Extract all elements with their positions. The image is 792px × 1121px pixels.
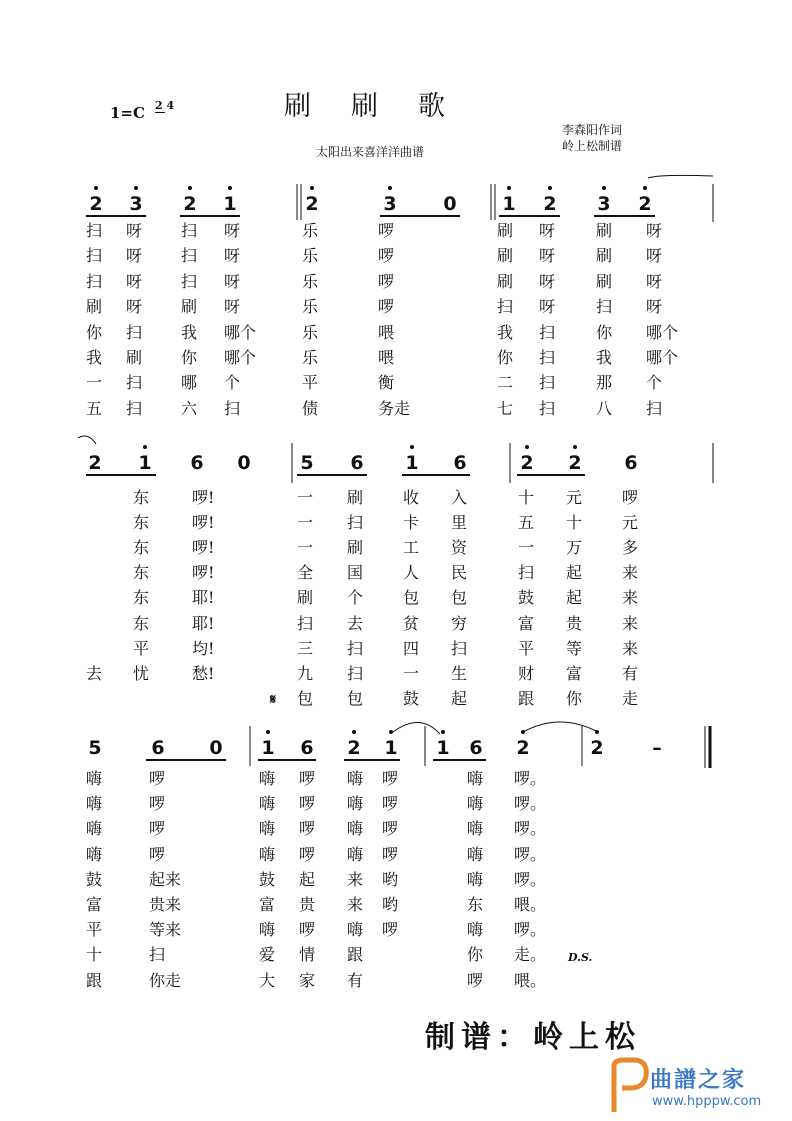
lyric-syllable: 工 xyxy=(403,538,420,557)
lyric-syllable: 来 xyxy=(622,563,639,582)
lyric-syllable: 扫 xyxy=(539,399,556,418)
lyric-syllable: 来 xyxy=(347,895,364,914)
lyric-syllable: 呀 xyxy=(539,272,556,291)
note-digit: 2 xyxy=(305,193,319,215)
lyric-syllable: 走 xyxy=(622,689,639,708)
lyric-syllable: 十 xyxy=(518,488,535,507)
lyric-syllable: 来 xyxy=(622,614,639,633)
lyric-syllable: 起 xyxy=(566,563,583,582)
lyric-syllable: 愁! xyxy=(192,664,215,683)
lyric-syllable: 嗨 xyxy=(86,845,103,864)
lyric-syllable: 嗨 xyxy=(467,845,484,864)
lyric-syllable: 来 xyxy=(622,588,639,607)
lyric-syllable: 贵 xyxy=(299,895,316,914)
lyric-syllable: 嗨 xyxy=(259,920,276,939)
lyric-syllable: 啰! xyxy=(192,488,215,507)
lyric-syllable: 嗨 xyxy=(347,769,364,788)
note-digit: 6 xyxy=(469,737,483,759)
lyric-syllable: 七 xyxy=(497,399,514,418)
lyric-syllable: 嗨 xyxy=(467,819,484,838)
lyric-syllable: 东 xyxy=(133,488,150,507)
lyric-syllable: 啰 xyxy=(149,769,166,788)
lyric-syllable: 嗨 xyxy=(467,920,484,939)
lyric-syllable: 刷 xyxy=(297,588,314,607)
lyric-syllable: 刷 xyxy=(596,272,613,291)
lyric-syllable: 东 xyxy=(467,895,484,914)
tune-note: 太阳出来喜洋洋曲谱 xyxy=(316,145,425,159)
lyric-syllable: 乐 xyxy=(302,221,319,240)
lyric-syllable: 啰。 xyxy=(514,819,547,838)
site-logo-icon xyxy=(604,1056,650,1116)
lyric-syllable: 嗨 xyxy=(259,845,276,864)
lyric-syllable: 啰! xyxy=(192,513,215,532)
lyric-syllable: 来 xyxy=(622,639,639,658)
lyric-syllable: 扫 xyxy=(149,945,166,964)
lyric-syllable: 等 xyxy=(566,639,583,658)
lyric-syllable: 啰 xyxy=(622,488,639,507)
lyric-syllable: 啰 xyxy=(149,819,166,838)
lyric-syllable: 嗨 xyxy=(467,769,484,788)
lyric-syllable: 个 xyxy=(224,373,241,392)
lyric-syllable: 里 xyxy=(451,513,468,532)
lyric-syllable: 有 xyxy=(622,664,639,683)
lyric-syllable: 刷 xyxy=(497,221,514,240)
lyric-syllable: 东 xyxy=(133,588,150,607)
lyric-syllable: 扫 xyxy=(596,297,613,316)
lyric-syllable: 一 xyxy=(403,664,420,683)
site-name: 曲譜之家 xyxy=(650,1068,747,1093)
lyric-syllable: 收 xyxy=(403,488,420,507)
lyric-syllable: 刷 xyxy=(497,246,514,265)
lyric-syllable: 扫 xyxy=(539,348,556,367)
lyric-syllable: 贫 xyxy=(403,614,420,633)
lyric-syllable: 扫 xyxy=(297,614,314,633)
lyric-syllable: 乐 xyxy=(302,323,319,342)
lyric-syllable: 衡 xyxy=(378,373,395,392)
note-digit: 1 xyxy=(223,193,237,215)
lyric-syllable: 啰 xyxy=(382,845,399,864)
lyric-syllable: 一 xyxy=(297,538,314,557)
lyric-syllable: 呀 xyxy=(646,221,663,240)
lyric-syllable: 扫 xyxy=(181,221,198,240)
note-digit: 6 xyxy=(151,737,165,759)
lyric-syllable: 啰 xyxy=(149,794,166,813)
lyric-syllable: 嗨 xyxy=(86,794,103,813)
lyric-syllable: 扫 xyxy=(181,246,198,265)
lyric-syllable: 忧 xyxy=(133,664,150,683)
lyric-syllable: 嗨 xyxy=(86,819,103,838)
lyricist-credit: 李森阳作词 xyxy=(562,123,623,137)
lyric-syllable: 嗨 xyxy=(347,920,364,939)
lyric-syllable: 嗨 xyxy=(259,794,276,813)
note-digit: 2 xyxy=(88,452,102,474)
lyric-syllable: 刷 xyxy=(497,272,514,291)
lyric-syllable: 哪个 xyxy=(646,323,679,342)
lyric-syllable: 你 xyxy=(86,323,103,342)
lyric-syllable: 啰。 xyxy=(514,920,547,939)
time-bottom: 4 xyxy=(166,99,175,112)
lyric-syllable: 扫 xyxy=(347,513,364,532)
lyric-syllable: 起 xyxy=(299,870,316,889)
note-digit: 1 xyxy=(405,452,419,474)
lyric-syllable: 平 xyxy=(302,373,319,392)
lyric-syllable: 刷 xyxy=(347,538,364,557)
lyric-syllable: 扫 xyxy=(347,664,364,683)
lyric-syllable: 二 xyxy=(497,373,514,392)
lyric-syllable: 万 xyxy=(566,538,583,557)
lyric-syllable: 哪 xyxy=(181,373,198,392)
lyric-syllable: 全 xyxy=(297,563,314,582)
lyric-syllable: 呀 xyxy=(126,221,143,240)
lyric-syllable: 富 xyxy=(566,664,583,683)
lyric-syllable: 鼓 xyxy=(259,870,276,889)
lyric-syllable: 刷 xyxy=(596,246,613,265)
lyric-syllable: 入 xyxy=(451,488,468,507)
lyric-syllable: 我 xyxy=(497,323,514,342)
lyric-syllable: 喂 xyxy=(378,348,395,367)
lyric-syllable: 乐 xyxy=(302,297,319,316)
lyric-syllable: 富 xyxy=(518,614,535,633)
lyric-syllable: 个 xyxy=(347,588,364,607)
lyric-syllable: 啰 xyxy=(299,819,316,838)
lyric-syllable: 耶! xyxy=(192,614,215,633)
lyric-syllable: 爱 xyxy=(259,945,276,964)
lyric-syllable: 包 xyxy=(451,588,468,607)
ds-mark: D.S. xyxy=(568,951,593,964)
lyric-syllable: 人 xyxy=(403,563,420,582)
lyric-syllable: 呀 xyxy=(126,272,143,291)
lyric-syllable: 一 xyxy=(297,513,314,532)
lyric-syllable: 刷 xyxy=(86,297,103,316)
lyric-syllable: 扫 xyxy=(539,373,556,392)
lyric-syllable: 跟 xyxy=(86,971,103,990)
lyric-syllable: 五 xyxy=(518,513,535,532)
lyric-syllable: 啰 xyxy=(299,769,316,788)
lyric-syllable: 啰 xyxy=(378,272,395,291)
lyric-syllable: 嗨 xyxy=(347,819,364,838)
lyric-syllable: 多 xyxy=(622,538,639,557)
lyric-syllable: 富 xyxy=(86,895,103,914)
lyric-syllable: 八 xyxy=(596,399,613,418)
lyric-syllable: 啰 xyxy=(299,794,316,813)
note-digit: 6 xyxy=(300,737,314,759)
lyric-syllable: 六 xyxy=(181,399,198,418)
note-digit: 3 xyxy=(383,193,397,215)
lyric-syllable: 贵 xyxy=(566,614,583,633)
lyric-syllable: 东 xyxy=(133,614,150,633)
site-url: www.hpppw.com xyxy=(652,1094,762,1109)
time-top: 2 xyxy=(155,99,163,112)
note-digit: 2 xyxy=(520,452,534,474)
lyric-syllable: 起 xyxy=(451,689,468,708)
lyric-syllable: 啰 xyxy=(378,246,395,265)
lyric-syllable: 嗨 xyxy=(86,769,103,788)
lyric-syllable: 啰。 xyxy=(514,845,547,864)
lyric-syllable: 扫 xyxy=(126,399,143,418)
note-digit: 3 xyxy=(597,193,611,215)
lyric-syllable: 扫 xyxy=(224,399,241,418)
lyric-syllable: 一 xyxy=(518,538,535,557)
lyric-syllable: 啰 xyxy=(378,221,395,240)
note-digit: 0 xyxy=(209,737,223,759)
lyric-syllable: 嗨 xyxy=(347,794,364,813)
note-digit: 3 xyxy=(129,193,143,215)
note-digit: 2 xyxy=(347,737,361,759)
lyric-syllable: 耶! xyxy=(192,588,215,607)
lyric-syllable: 我 xyxy=(181,323,198,342)
lyric-syllable: 啰 xyxy=(149,845,166,864)
lyric-syllable: 呀 xyxy=(539,297,556,316)
lyric-syllable: 扫 xyxy=(646,399,663,418)
lyric-syllable: 穷 xyxy=(451,614,468,633)
lyric-syllable: 贵来 xyxy=(149,895,182,914)
lyric-syllable: 乐 xyxy=(302,348,319,367)
lyric-syllable: 你走 xyxy=(149,971,182,990)
lyric-syllable: 均! xyxy=(192,639,215,658)
lyric-syllable: 十 xyxy=(566,513,583,532)
lyric-syllable: 跟 xyxy=(347,945,364,964)
note-digit: 1 xyxy=(502,193,516,215)
lyric-syllable: 鼓 xyxy=(403,689,420,708)
lyric-syllable: 啰 xyxy=(382,794,399,813)
lyric-syllable: 务走 xyxy=(378,399,411,418)
lyric-syllable: 十 xyxy=(86,945,103,964)
lyric-syllable: 扫 xyxy=(497,297,514,316)
lyric-syllable: 你 xyxy=(497,348,514,367)
lyric-syllable: 嗨 xyxy=(259,769,276,788)
lyric-syllable: 乐 xyxy=(302,272,319,291)
note-digit: 2 xyxy=(568,452,582,474)
lyric-syllable: 你 xyxy=(566,689,583,708)
lyric-syllable: 啰 xyxy=(299,920,316,939)
lyric-syllable: 元 xyxy=(566,488,583,507)
key-signature: 1=C xyxy=(110,104,145,122)
lyric-syllable: 你 xyxy=(596,323,613,342)
lyric-syllable: 九 xyxy=(297,664,314,683)
lyric-syllable: 呀 xyxy=(646,272,663,291)
lyric-syllable: 扫 xyxy=(451,639,468,658)
lyric-syllable: 平 xyxy=(86,920,103,939)
note-digit: 2 xyxy=(89,193,103,215)
lyric-syllable: 跟 xyxy=(518,689,535,708)
lyric-syllable: 嗨 xyxy=(347,845,364,864)
lyric-syllable: 四 xyxy=(403,639,420,658)
lyric-syllable: 啰 xyxy=(378,297,395,316)
lyric-syllable: 啰 xyxy=(382,819,399,838)
lyric-syllable: 刷 xyxy=(596,221,613,240)
lyric-syllable: 我 xyxy=(86,348,103,367)
lyric-syllable: 来 xyxy=(347,870,364,889)
note-digit: 1 xyxy=(138,452,152,474)
lyric-syllable: 个 xyxy=(646,373,663,392)
lyric-syllable: 包 xyxy=(403,588,420,607)
lyric-syllable: 呀 xyxy=(224,272,241,291)
note-digit: 2 xyxy=(543,193,557,215)
segno-mark: 𝄋 xyxy=(270,692,277,708)
lyric-syllable: 啰。 xyxy=(514,870,547,889)
lyric-syllable: 喂。 xyxy=(514,895,547,914)
lyric-syllable: 呀 xyxy=(126,246,143,265)
arranger-credit: 岭上松制谱 xyxy=(562,139,623,153)
lyric-syllable: 哪个 xyxy=(646,348,679,367)
note-digit: 0 xyxy=(443,193,457,215)
note-digit: 6 xyxy=(453,452,467,474)
lyric-syllable: 民 xyxy=(451,563,468,582)
lyric-syllable: 资 xyxy=(451,538,468,557)
note-digit: 1 xyxy=(436,737,450,759)
lyric-syllable: 刷 xyxy=(126,348,143,367)
lyric-syllable: 哪个 xyxy=(224,348,257,367)
lyric-syllable: 包 xyxy=(347,689,364,708)
lyric-syllable: 扫 xyxy=(181,272,198,291)
lyric-syllable: 呀 xyxy=(539,246,556,265)
song-title: 刷刷歌 xyxy=(284,91,485,122)
lyric-syllable: 东 xyxy=(133,563,150,582)
lyric-syllable: 啰! xyxy=(192,538,215,557)
note-digit: 2 xyxy=(638,193,652,215)
lyric-syllable: 你 xyxy=(467,945,484,964)
note-digit: 5 xyxy=(88,737,102,759)
lyric-syllable: 啰 xyxy=(467,971,484,990)
lyric-syllable: 卡 xyxy=(403,513,420,532)
lyric-syllable: 啰。 xyxy=(514,769,547,788)
lyric-syllable: 财 xyxy=(518,664,535,683)
lyric-syllable: 家 xyxy=(299,971,316,990)
lyric-syllable: 走。 xyxy=(514,945,547,964)
lyric-syllable: 情 xyxy=(299,945,316,964)
lyric-syllable: 刷 xyxy=(347,488,364,507)
note-digit: 1 xyxy=(261,737,275,759)
lyric-syllable: 鼓 xyxy=(518,588,535,607)
lyric-syllable: 平 xyxy=(133,639,150,658)
lyric-syllable: 富 xyxy=(259,895,276,914)
lyric-syllable: 我 xyxy=(596,348,613,367)
note-digit: – xyxy=(652,737,662,759)
note-digit: 6 xyxy=(190,452,204,474)
lyric-syllable: 啰 xyxy=(382,769,399,788)
lyric-syllable: 呀 xyxy=(646,297,663,316)
lyric-syllable: 扫 xyxy=(126,323,143,342)
arranger-signature: 制谱：岭上松 xyxy=(425,1020,641,1055)
lyric-syllable: 嗨 xyxy=(259,819,276,838)
lyric-syllable: 东 xyxy=(133,538,150,557)
lyric-syllable: 去 xyxy=(347,614,364,633)
lyric-syllable: 喂 xyxy=(378,323,395,342)
lyric-syllable: 嗨 xyxy=(467,870,484,889)
lyric-syllable: 起 xyxy=(566,588,583,607)
lyric-syllable: 平 xyxy=(518,639,535,658)
lyric-syllable: 呀 xyxy=(126,297,143,316)
lyric-syllable: 啰 xyxy=(382,920,399,939)
lyric-syllable: 扫 xyxy=(126,373,143,392)
lyric-syllable: 东 xyxy=(133,513,150,532)
note-digit: 0 xyxy=(237,452,251,474)
lyric-syllable: 刷 xyxy=(181,297,198,316)
note-digit: 2 xyxy=(183,193,197,215)
lyric-syllable: 扫 xyxy=(518,563,535,582)
lyric-syllable: 哟 xyxy=(382,895,399,914)
lyric-syllable: 等来 xyxy=(149,920,182,939)
lyric-syllable: 一 xyxy=(297,488,314,507)
lyric-syllable: 呀 xyxy=(224,297,241,316)
lyric-syllable: 扫 xyxy=(86,246,103,265)
lyric-syllable: 一 xyxy=(86,373,103,392)
lyric-syllable: 呀 xyxy=(224,246,241,265)
note-digit: 6 xyxy=(624,452,638,474)
lyric-syllable: 国 xyxy=(347,563,364,582)
lyric-syllable: 大 xyxy=(259,971,276,990)
lyric-syllable: 嗨 xyxy=(467,794,484,813)
lyric-syllable: 喂。 xyxy=(514,971,547,990)
lyric-syllable: 去 xyxy=(86,664,103,683)
lyric-syllable: 呀 xyxy=(646,246,663,265)
lyric-syllable: 五 xyxy=(86,399,103,418)
lyric-syllable: 啰。 xyxy=(514,794,547,813)
lyric-syllable: 呀 xyxy=(224,221,241,240)
note-digit: 2 xyxy=(590,737,604,759)
lyric-syllable: 扫 xyxy=(86,272,103,291)
lyric-syllable: 乐 xyxy=(302,246,319,265)
lyric-syllable: 三 xyxy=(297,639,314,658)
lyric-syllable: 有 xyxy=(347,971,364,990)
lyric-syllable: 生 xyxy=(451,664,468,683)
lyric-syllable: 啰 xyxy=(299,845,316,864)
lyric-syllable: 元 xyxy=(622,513,639,532)
note-digit: 6 xyxy=(350,452,364,474)
lyric-syllable: 扫 xyxy=(347,639,364,658)
lyric-syllable: 扫 xyxy=(86,221,103,240)
lyric-syllable: 扫 xyxy=(539,323,556,342)
lyric-syllable: 哪个 xyxy=(224,323,257,342)
lyric-syllable: 那 xyxy=(596,373,613,392)
note-digit: 1 xyxy=(384,737,398,759)
lyric-syllable: 包 xyxy=(297,689,314,708)
lyric-syllable: 债 xyxy=(302,399,319,418)
lyric-syllable: 鼓 xyxy=(86,870,103,889)
lyric-syllable: 呀 xyxy=(539,221,556,240)
lyric-syllable: 哟 xyxy=(382,870,399,889)
lyric-syllable: 你 xyxy=(181,348,198,367)
lyric-syllable: 啰! xyxy=(192,563,215,582)
note-digit: 5 xyxy=(300,452,314,474)
note-digit: 2 xyxy=(516,737,530,759)
lyric-syllable: 起来 xyxy=(149,870,182,889)
